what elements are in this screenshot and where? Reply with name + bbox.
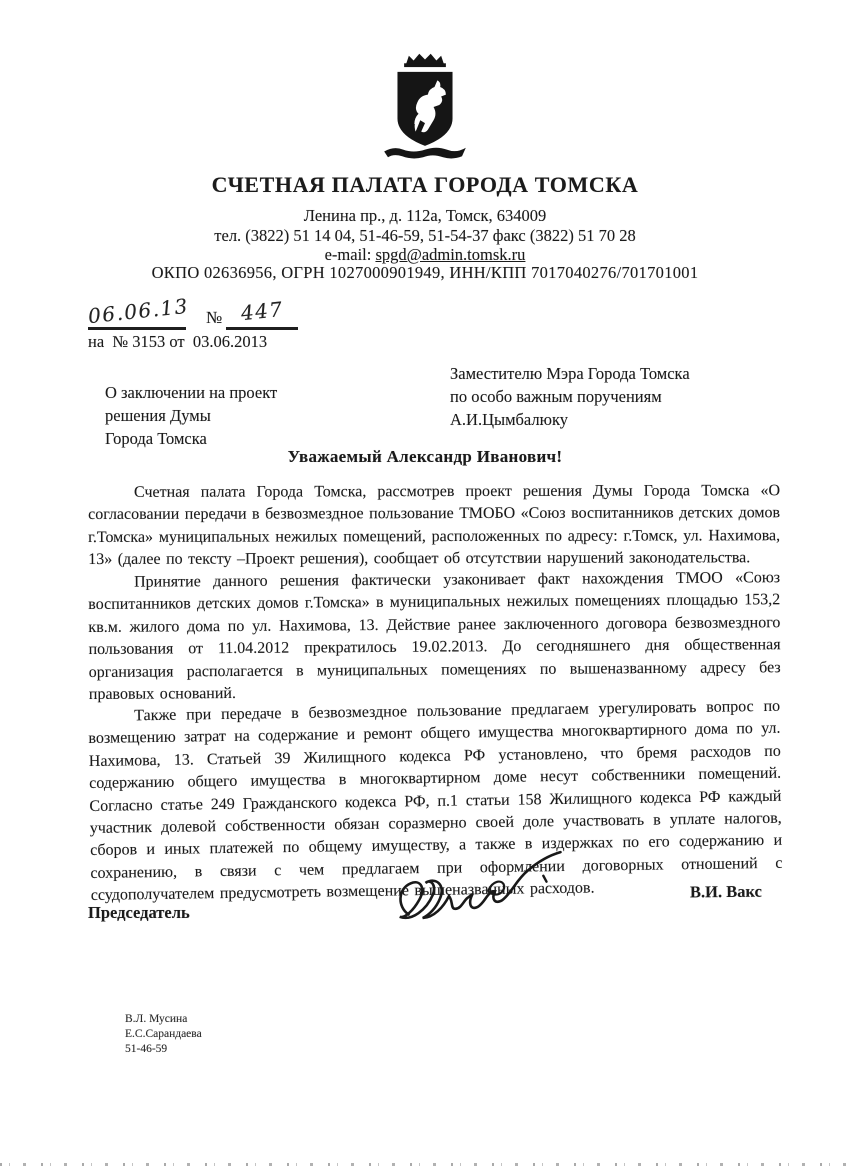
organization-name: СЧЕТНАЯ ПАЛАТА ГОРОДА ТОМСКА [211,172,639,197]
signature-icon [390,845,568,943]
signature-autograph [390,845,568,948]
body-paragraph: Счетная палата Города Томска, рассмотрев проект решения Думы Города Томска «О согласовании передачи в безвозмездное пользование ТМОБО «Союз воспитанников детских домов г.Томска» муниципальных нежилых помещений, расположенных по адресу: г.Томск, ул. Нахимова, 13» (далее по тексту –Проект решения), сообщает об отсутствии нарушений законодательства. [88,482,781,569]
recipient-line: Заместителю Мэра Города Томска [450,364,690,383]
reference-block [86,293,298,352]
executors-block [125,1012,202,1057]
reply-to-reference: на № 3153 от 03.06.2013 [88,332,268,351]
tomsk-coat-of-arms-icon [377,50,473,162]
body-paragraph: Также при передаче в безвозмездное пользование предлагаем урегулировать вопрос по возмещению затрат на содержание и ремонт общего имущества многоквартирного дома по ул. Нахимова, 13. Статьей 39 Жилищного кодекса РФ установлено, что бремя расходов по содержанию общего имущества в многоквартирном доме несут собственники помещений. Согласно статье 249 Гражданского кодекса РФ, п.1 статьи 158 Жилищного кодекса РФ каждый участник долевой собственности обязан соразмерно своей доле участвовать в уплате налогов, сборов и иных платежей по общему имуществу, а также в издержках по его содержанию и сохранению, в связи с чем предлагаем при оформлении договорных отношений с ссудополучателем предусмотреть возмещение вышеназванных расходов. [88,697,783,905]
recipient-line: А.И.Цымбалюку [450,410,568,429]
letter-subject [105,381,277,450]
executor-line: Е.С.Сарандаева [125,1028,202,1040]
number-sign: № [206,308,223,327]
outgoing-number-field [226,296,298,330]
handwritten-date: 06.06.13 [86,293,190,329]
signer-name: В.И. Вакс [689,881,762,902]
subject-line: решения Думы [105,406,211,425]
email-label: e-mail: [324,245,376,264]
signer-title: Председатель [88,903,190,922]
executor-line: В.Л. Мусина [125,1013,188,1025]
recipient-line: по особо важным поручениям [450,387,662,406]
executor-phone: 51-46-59 [125,1043,168,1055]
handwritten-number: 447 [239,296,285,326]
org-address: Ленина пр., д. 112а, Томск, 634009 [303,206,547,225]
subject-line: Города Томска [105,429,207,448]
letter-body [88,482,783,908]
letter-recipient [450,362,690,431]
org-phones: тел. (3822) 51 14 04, 51-46-59, 51-54-37 факс (3822) 51 70 28 [214,226,636,245]
email-address: spgd@admin.tomsk.ru [375,245,526,264]
org-email-line [0,245,850,265]
org-registration-codes: ОКПО 02636956, ОГРН 1027000901949, ИНН/КПП 7017040276/701701001 [151,263,699,282]
subject-line: О заключении на проект [105,383,278,402]
letterhead-emblem [0,50,850,162]
salutation: Уважаемый Александр Иванович! [287,447,563,466]
body-paragraph: Принятие данного решения фактически узаконивает факт нахождения ТМОО «Союз воспитанников детских домов г.Томска» в муниципальных нежилых помещениях площадью 153,2 кв.м. жилого дома по ул. Нахимова, 13. Действие ранее заключенного договора безвозмездного пользования от 11.04.2012 прекратилось 19.02.2013. До сегодняшнего дня общественная организация располагается в муниципальных помещениях по вышеназванному адресу без правовых оснований. [88,568,781,703]
scan-noise-strip [0,1163,850,1166]
outgoing-reference [86,293,298,330]
outgoing-date-field [86,293,190,330]
